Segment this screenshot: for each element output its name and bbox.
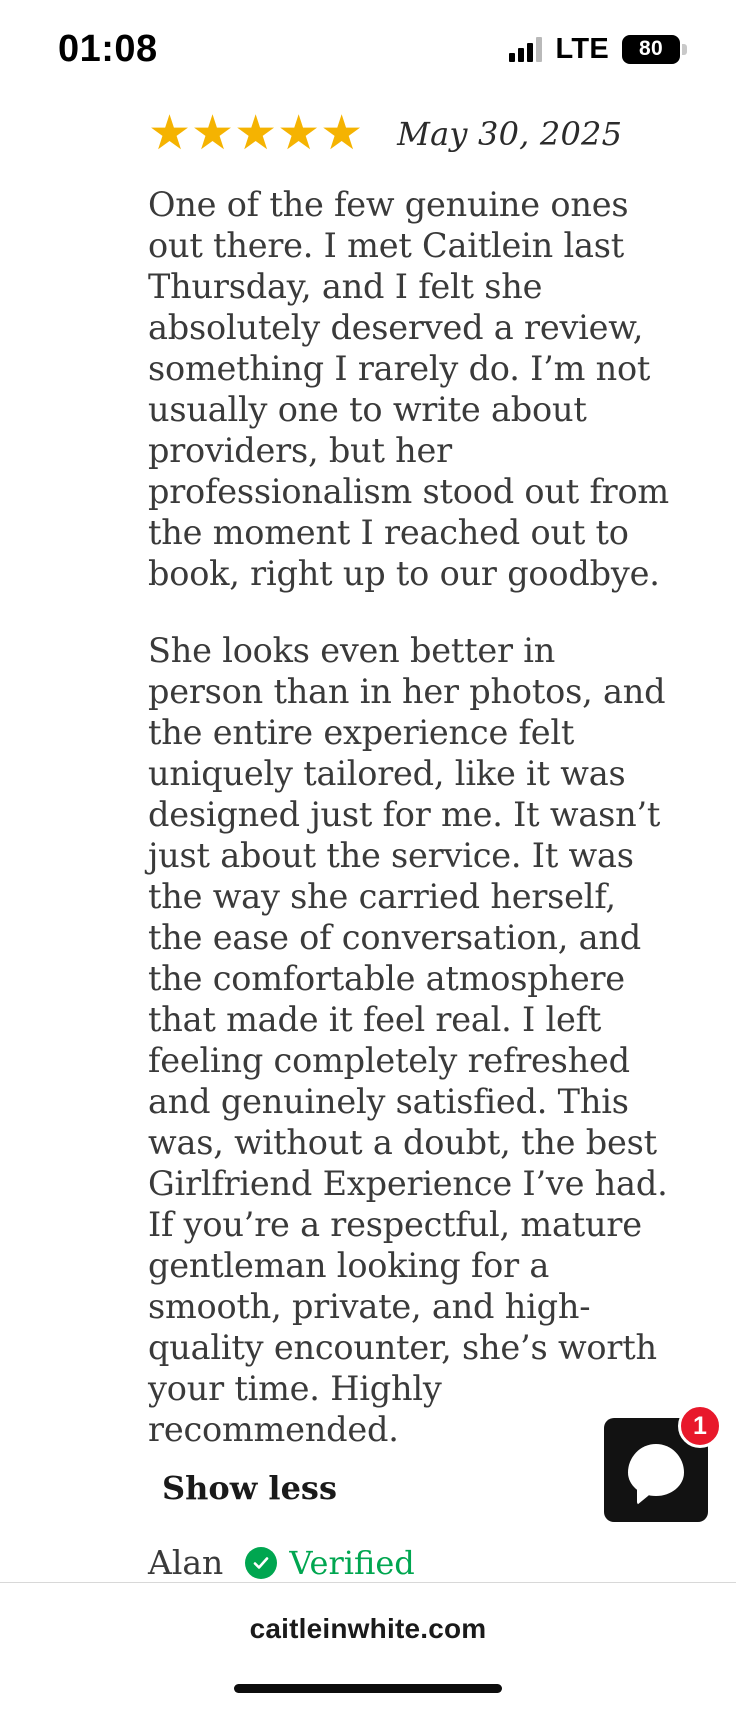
battery-level-label: 80 [639,37,663,60]
review-paragraph: She looks even better in person than in her photos, and the entire experience felt uniquely tailored, like it was designed just for me. It wasn’t just about the service. It was the way she carried herself, the ease of conversation, and the comfortable atmosphere that made it feel real. I left feeling completely refreshed and genuinely satisfied. This was, without a doubt, the best Girlfriend Experience I’ve had. If you’re a respectful, mature gentleman looking for a smooth, private, and high-quality encounter, she’s worth your time. Highly recommended. [148,631,668,1449]
chat-widget-button[interactable] [604,1411,708,1522]
review-header [0,98,706,158]
battery-icon [622,35,680,64]
home-indicator[interactable] [234,1684,502,1693]
review-text [0,158,706,1507]
browser-bottom-bar[interactable] [0,1582,736,1674]
network-type-label: LTE [555,32,609,65]
status-badge [245,1544,414,1582]
status-time: 01:08 [58,27,158,70]
chat-bubble-icon [628,1444,684,1496]
address-bar-url[interactable]: caitleinwhite.com [249,1612,487,1644]
cellular-signal-icon [509,36,542,62]
review-content [0,98,736,1582]
verified-label: Verified [289,1543,415,1582]
home-indicator-area [0,1674,736,1720]
chat-unread-badge: 1 [678,1404,722,1448]
status-indicators [509,33,680,66]
review-paragraph: One of the few genuine ones out there. I met Caitlein last Thursday, and I felt she absolutely deserved a review, something I rarely do. I’m not usually one to write about providers, but her professionalism stood out from the moment I reached out to book, right up to our goodbye. [148,185,669,593]
reviewer-name: Alan [148,1543,224,1582]
show-less-button[interactable]: Show less [162,1469,337,1507]
review-date: May 30, 2025 [397,115,623,153]
rating-stars: ★★★★★ [148,107,364,160]
status-bar [0,0,736,98]
reviewer-row [0,1507,706,1582]
check-circle-icon [245,1547,277,1579]
